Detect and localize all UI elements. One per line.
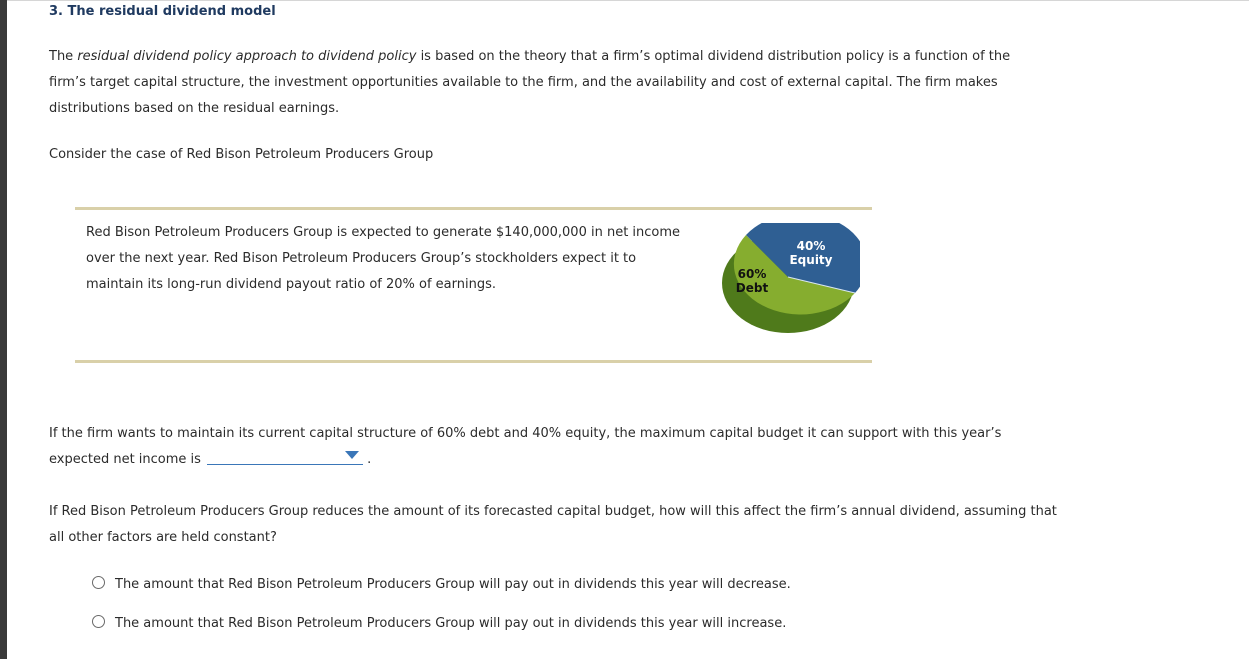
capital-structure-pie [718, 223, 860, 335]
intro-text-before: The [49, 49, 78, 64]
case-description: Red Bison Petroleum Producers Group is expected to generate $140,000,000 in net income over the next year. Red Bison Petroleum Producers Group’s stockholders expect it to maintain its long-run dividend payout ratio of 20% of earnings. [86, 225, 681, 292]
answer-option-decrease[interactable] [92, 576, 791, 592]
equity-percent: 40% [796, 239, 826, 253]
chevron-down-icon[interactable] [345, 451, 359, 459]
pie-label-debt [732, 267, 772, 295]
radio-button[interactable] [92, 615, 105, 628]
consider-text: Consider the case of Red Bison Petroleum Producers Group [49, 147, 434, 162]
option-label: The amount that Red Bison Petroleum Producers Group will pay out in dividends this year will decrease. [115, 577, 791, 592]
intro-italic-term: residual dividend policy approach to dividend policy [77, 49, 417, 64]
left-rail [0, 0, 7, 659]
question-2: If Red Bison Petroleum Producers Group reduces the amount of its forecasted capital budget, how will this affect the firm’s annual dividend, assuming that all other factors are held constant? [49, 504, 1057, 545]
debt-label: Debt [735, 281, 769, 295]
question-1 [49, 421, 1049, 473]
intro-text-after: is based on the theory that a firm’s optimal dividend distribution policy is a function of the firm’s target capital structure, the investment opportunities available to the firm, and the availability and cost of external capital. The firm makes distributions based on the residual earnings. [49, 49, 1011, 116]
option-label: The amount that Red Bison Petroleum Producers Group will pay out in dividends this year will increase. [115, 616, 787, 631]
top-divider [7, 0, 1249, 1]
pie-label-equity [788, 239, 834, 267]
radio-button[interactable] [92, 576, 105, 589]
debt-percent: 60% [737, 267, 767, 281]
capital-budget-dropdown[interactable] [207, 450, 363, 465]
answer-option-increase[interactable] [92, 615, 786, 631]
question-1-period: . [367, 452, 372, 467]
intro-paragraph [49, 44, 1039, 122]
question-1-text: If the firm wants to maintain its current capital structure of 60% debt and 40% equity, the maximum capital budget it can support with this year’s expected net income is [49, 426, 1002, 467]
case-box [75, 207, 872, 363]
section-title: 3. The residual dividend model [49, 4, 276, 19]
equity-label: Equity [789, 253, 833, 267]
